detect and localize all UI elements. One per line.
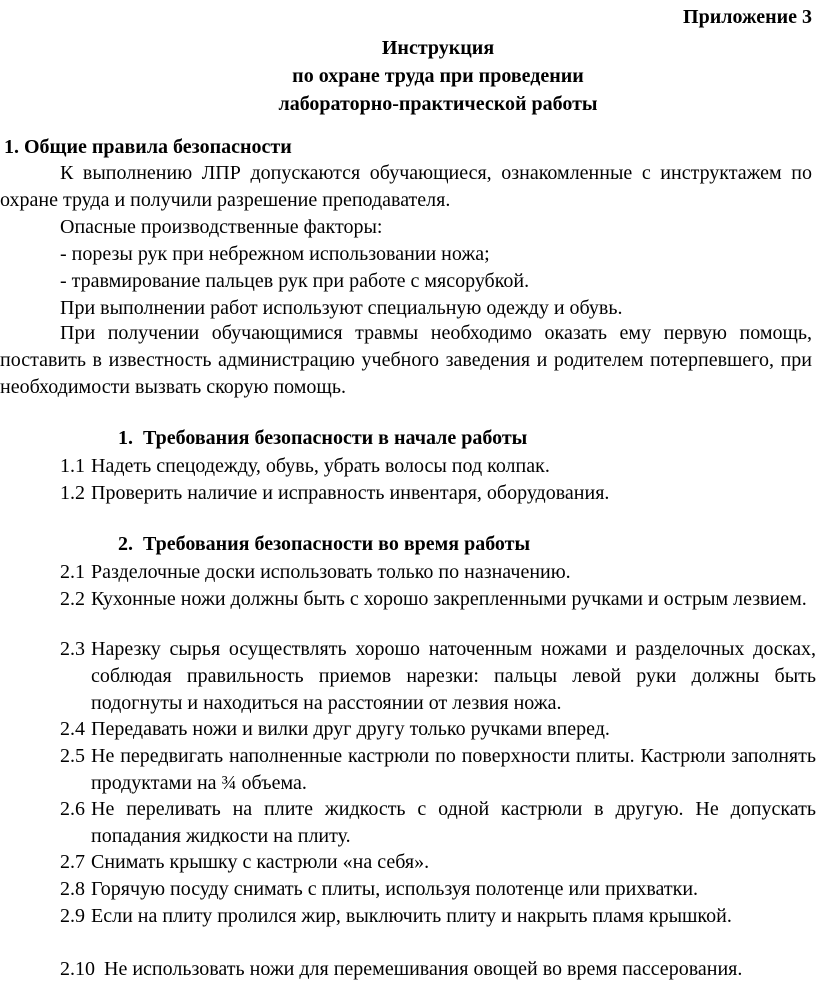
document-title xyxy=(0,34,816,118)
section-during-title: Требования безопасности во время работы xyxy=(143,533,531,555)
list-item xyxy=(60,453,816,480)
list-item-text: Передавать ножи и вилки друг другу только ручками вперед. xyxy=(91,718,610,740)
list-item-number: 2.5 xyxy=(60,745,85,767)
list-item xyxy=(60,796,816,850)
title-line-2: по охране труда при проведении xyxy=(292,65,584,87)
list-item-number: 2.4 xyxy=(60,718,85,740)
list-item xyxy=(60,903,816,930)
section-during-number: 2. xyxy=(118,533,133,555)
list-item-text: Проверить наличие и исправность инвентаря, оборудования. xyxy=(91,482,610,504)
title-line-3: лабораторно-практической работы xyxy=(278,93,598,115)
paragraph-clothing: При выполнении работ используют специальную одежду и обувь. xyxy=(60,297,623,319)
list-item-text: Кухонные ножи должны быть с хорошо закрепленными ручками и острым лезвием. xyxy=(91,588,807,610)
list-item-number: 2.7 xyxy=(60,851,85,873)
list-item-text: Нарезку сырья осуществлять хорошо наточенным ножами и разделочных досках, соблюдая правильность приемов нарезки: пальцы левой руки должны быть подогнуты и находиться на расстоянии от лезвия ножа. xyxy=(91,638,816,714)
section-start-title: Требования безопасности в начале работы xyxy=(143,427,528,449)
section-start-heading xyxy=(118,427,527,450)
list-item xyxy=(60,956,816,983)
appendix-label: Приложение 3 xyxy=(683,6,812,28)
title-line-1: Инструкция xyxy=(381,37,495,59)
list-item-text: Надеть спецодежду, обувь, убрать волосы под колпак. xyxy=(91,455,550,477)
list-item-number: 2.10 xyxy=(60,958,95,980)
factors-title: Опасные производственные факторы: xyxy=(60,216,383,238)
list-item xyxy=(60,586,816,613)
list-item-text: Не передвигать наполненные кастрюли по поверхности плиты. Кастрюли заполнять продуктами на ¾ объема. xyxy=(91,745,816,794)
list-item xyxy=(60,636,816,717)
list-item xyxy=(60,480,816,507)
paragraph-admission: К выполнению ЛПР допускаются обучающиеся, ознакомленные с инструктажем по охране труда и получили разрешение преподавателя. xyxy=(0,162,812,211)
section-start-number: 1. xyxy=(118,427,133,449)
list-item xyxy=(60,743,816,797)
list-item-number: 2.1 xyxy=(60,561,85,583)
paragraph-injury: При получении обучающимися травмы необходимо оказать ему первую помощь, поставить в известность администрацию учебного заведения и родителем потерпевшего, при необходимости вызвать скорую помощь. xyxy=(0,322,812,398)
section-during-heading xyxy=(118,533,530,556)
list-item-number: 2.8 xyxy=(60,878,85,900)
list-item xyxy=(60,849,816,876)
list-item-number: 1.2 xyxy=(60,482,85,504)
list-item-number: 1.1 xyxy=(60,455,85,477)
list-item-number: 2.3 xyxy=(60,638,85,660)
list-item-text: Разделочные доски использовать только по назначению. xyxy=(91,561,571,583)
list-item xyxy=(60,876,816,903)
factor-item-1: - порезы рук при небрежном использовании ножа; xyxy=(60,243,490,265)
list-item-text: Не переливать на плите жидкость с одной кастрюли в другую. Не допускать попадания жидкости на плиту. xyxy=(91,798,816,847)
list-item-text: Если на плиту пролился жир, выключить плиту и накрыть пламя крышкой. xyxy=(91,905,732,927)
list-item xyxy=(60,559,816,586)
list-item-number: 2.9 xyxy=(60,905,85,927)
list-item-text: Не использовать ножи для перемешивания овощей во время пассерования. xyxy=(104,958,743,980)
list-item xyxy=(60,716,816,743)
list-item-number: 2.2 xyxy=(60,588,85,610)
factor-item-2: - травмирование пальцев рук при работе с мясорубкой. xyxy=(60,270,530,292)
section-general-heading: 1. Общие правила безопасности xyxy=(4,136,292,158)
list-item-text: Снимать крышку с кастрюли «на себя». xyxy=(91,851,430,873)
list-item-number: 2.6 xyxy=(60,798,85,820)
list-item-text: Горячую посуду снимать с плиты, используя полотенце или прихватки. xyxy=(91,878,699,900)
